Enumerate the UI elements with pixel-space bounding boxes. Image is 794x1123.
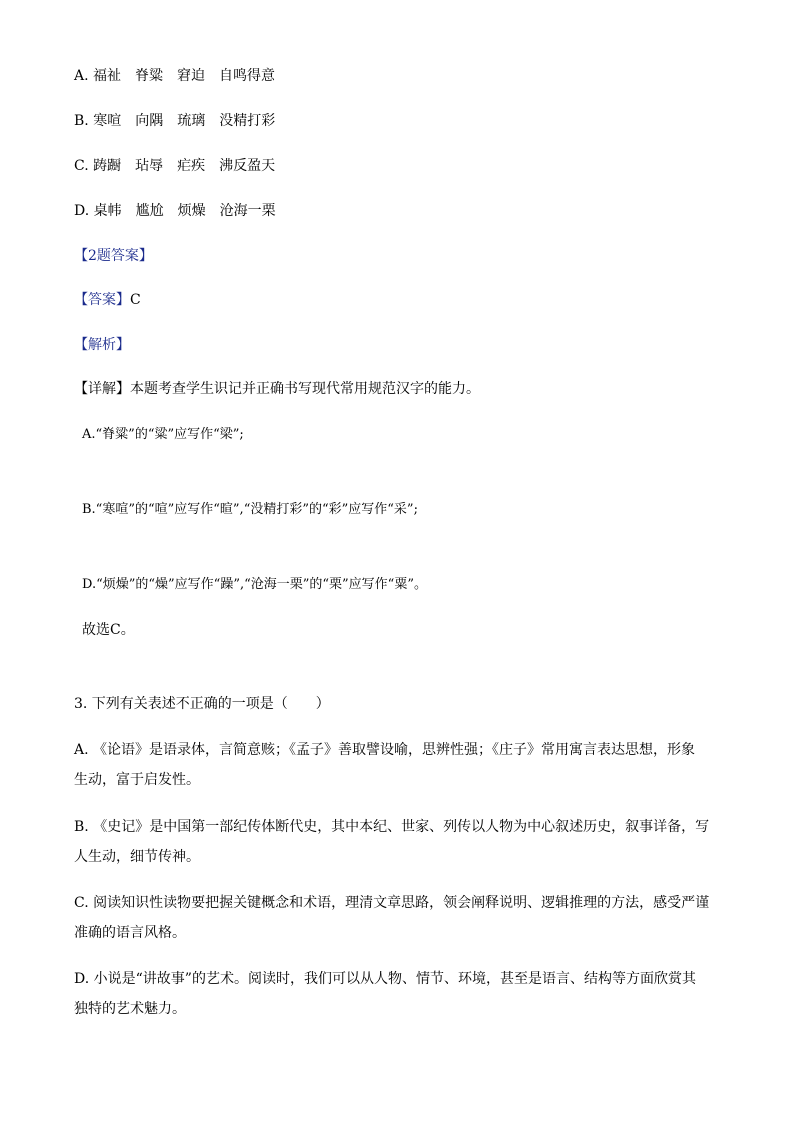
q3-option-a-line2: 生动，富于启发性。: [74, 772, 200, 788]
q2-option-a: A. 福祉 脊粱 窘迫 自鸣得意: [74, 68, 276, 84]
detail-line: [74, 379, 480, 399]
explanation-d: D.“烦燥”的“燥”应写作“躁”,“沧海一栗”的“栗”应写作“粟”。: [82, 577, 427, 592]
q3-stem: 3. 下列有关表述不正确的一项是（ ）: [74, 696, 330, 712]
answer-line: [74, 290, 141, 310]
explanation-a: A.“脊粱”的“粱”应写作“梁”;: [82, 427, 244, 442]
q3-option-c-line2: 准确的语言风格。: [74, 925, 186, 941]
section-header: 【2题答案】: [74, 248, 153, 264]
q2-option-b: B. 寒喧 向隅 琉璃 没精打彩: [74, 113, 276, 129]
conclusion: 故选C。: [82, 622, 135, 638]
q3-option-d-line2: 独特的艺术魅力。: [74, 1001, 186, 1017]
answer-value: C: [130, 292, 141, 308]
q3-option-d-line1: D. 小说是“讲故事”的艺术。阅读时，我们可以从人物、情节、环境，甚至是语言、结构等方面欣赏其: [74, 971, 696, 987]
q3-option-a-line1: A. 《论语》是语录体，言简意赅；《孟子》善取譬设喻，思辨性强；《庄子》常用寓言表达思想，形象: [74, 742, 696, 758]
analysis-label: 【解析】: [74, 337, 130, 353]
q3-option-b-line1: B. 《史记》是中国第一部纪传体断代史，其中本纪、世家、列传以人物为中心叙述历史，叙事详备，写: [74, 819, 710, 835]
explanation-b: B.“寒喧”的“喧”应写作“暄”,“没精打彩”的“彩”应写作“采”;: [82, 502, 418, 517]
q2-option-c: C. 踌蹰 玷辱 疟疾 沸反盈天: [74, 158, 276, 174]
q2-option-d: D. 桌帏 尴尬 烦燥 沧海一栗: [74, 203, 276, 219]
detail-text: 本题考查学生识记并正确书写现代常用规范汉字的能力。: [130, 381, 480, 397]
q3-option-c-line1: C. 阅读知识性读物要把握关键概念和术语，理清文章思路，领会阐释说明、逻辑推理的方法，感受严谨: [74, 895, 710, 911]
q3-option-b-line2: 人生动，细节传神。: [74, 849, 200, 865]
answer-label: 【答案】: [74, 292, 130, 308]
detail-label: 【详解】: [74, 381, 130, 397]
